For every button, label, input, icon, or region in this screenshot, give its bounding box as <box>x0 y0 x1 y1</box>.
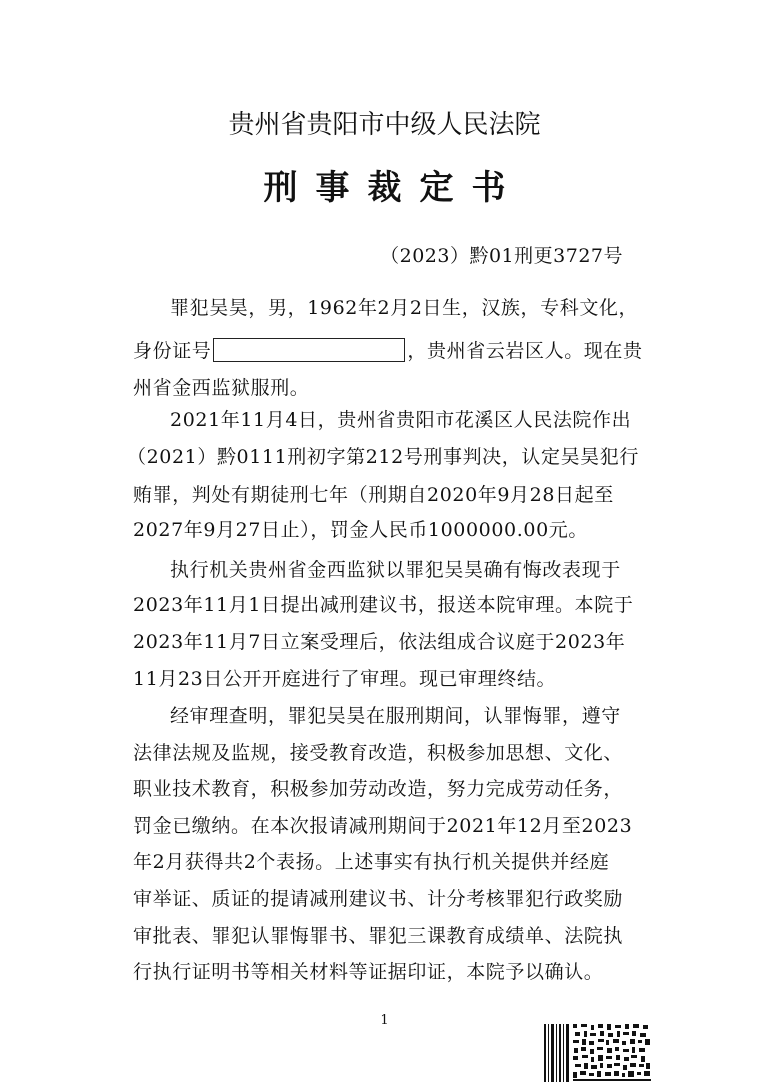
text-line: 2023年11月7日立案受理后，依法组成合议庭于2023年 <box>133 631 626 653</box>
court-name: 贵州省贵阳市中级人民法院 <box>228 110 541 140</box>
document-title: 刑事裁定书 <box>263 168 524 208</box>
text-line: 行执行证明书等相关材料等证据印证，本院予以确认。 <box>133 961 604 983</box>
page-number: 1 <box>380 1013 389 1028</box>
text-line: 职业技术教育，积极参加劳动改造，努力完成劳动任务， <box>133 778 624 800</box>
text-line: 罪犯吴昊，男，1962年2月2日生，汉族，专科文化， <box>170 297 639 319</box>
text-line: 2023年11月1日提出减刑建议书，报送本院审理。本院于 <box>133 594 634 616</box>
barcode-icon <box>543 1022 655 1084</box>
text-line: 审举证、质证的提请减刑建议书、计分考核罪犯行政奖励 <box>133 888 624 910</box>
text-line: 法律法规及监规，接受教育改造，积极参加思想、文化、 <box>133 742 624 764</box>
id-label: 身份证号 <box>133 340 212 362</box>
text-line: 11月23日公开开庭进行了审理。现已审理终结。 <box>133 668 557 690</box>
text-line: 经审理查明，罪犯吴昊在服刑期间，认罪悔罪，遵守 <box>170 705 621 727</box>
text-segment: ，贵州省云岩区人。现在贵 <box>407 340 643 362</box>
text-line: 审批表、罪犯认罪悔罪书、罪犯三课教育成绩单、法院执 <box>133 925 624 947</box>
text-line: 贿罪，判处有期徒刑七年（刑期自2020年9月28日起至 <box>133 484 614 506</box>
text-line <box>133 336 643 363</box>
text-line: 罚金已缴纳。在本次报请减刑期间于2021年12月至2023 <box>133 815 633 837</box>
text-line: （2021）黔0111刑初字第212号刑事判决，认定吴昊犯行 <box>127 446 639 468</box>
case-number: （2023）黔01刑更3727号 <box>380 245 623 267</box>
redacted-id-box <box>213 338 405 362</box>
text-line: 州省金西监狱服刑。 <box>133 377 310 399</box>
text-line: 2021年11月4日，贵州省贵阳市花溪区人民法院作出 <box>170 409 632 431</box>
text-line: 年2月获得共2个表扬。上述事实有执行机关提供并经庭 <box>133 851 610 873</box>
text-line: 执行机关贵州省金西监狱以罪犯吴昊确有悔改表现于 <box>170 559 621 581</box>
text-line: 2027年9月27日止），罚金人民币1000000.00元。 <box>133 519 588 541</box>
